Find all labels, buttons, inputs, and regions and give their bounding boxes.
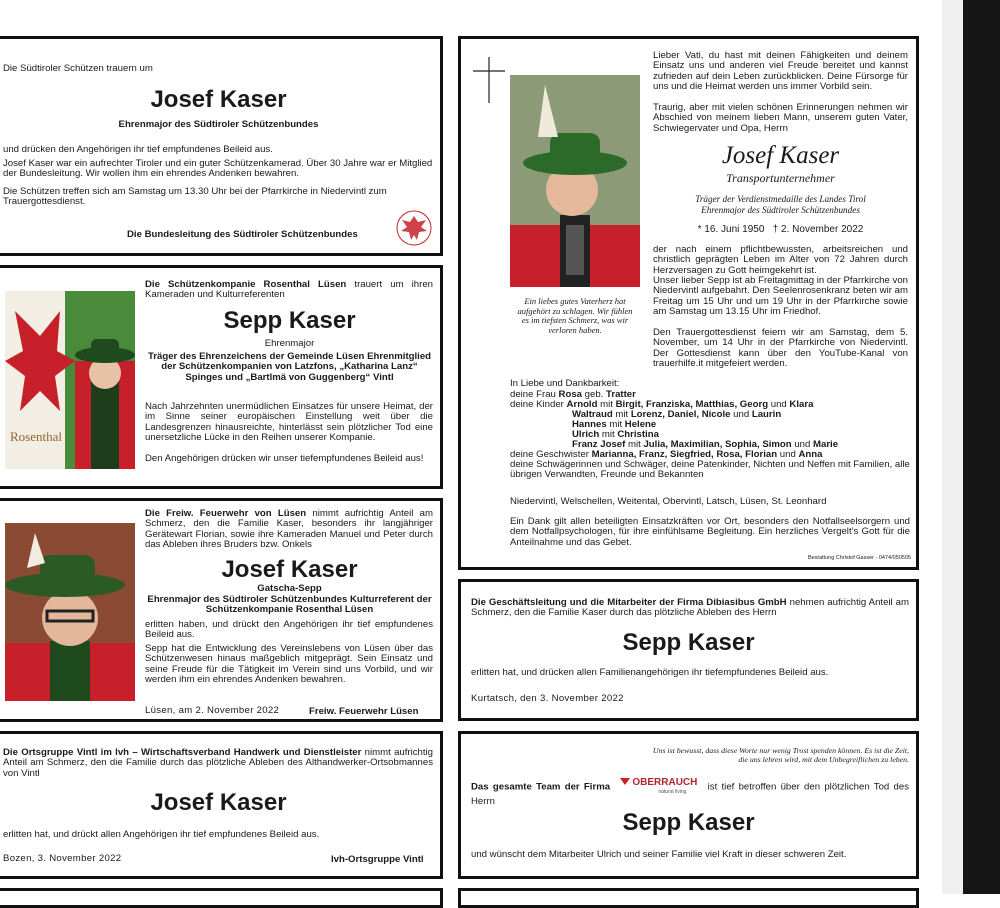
main-undertaker: Bestattung Christof Gasser - 0474/050505 — [807, 555, 911, 561]
portrait-photo-josef-hat — [5, 523, 135, 701]
family-wife-name: Rosa — [558, 389, 582, 400]
next-ad-top-right — [458, 888, 919, 908]
ad3-org: Die Freiw. Feuerwehr von Lüsen — [145, 508, 307, 519]
ad3-intro-rest: nimmt aufrichtig Anteil am Schmerz, den die Familie Kaser, besonders ihr langjähriger Gerätewart Florian, sowie ihre Kameraden Manuel und Peter durch das Ableben ihres Bruders bzw. Onkels — [145, 508, 433, 551]
obituary-ad-oberrauch — [458, 731, 919, 879]
family-kid2-fam: Lorenz, Daniel, Nicole — [630, 409, 731, 420]
family-kids-pre: deine Kinder — [510, 399, 567, 410]
cross-icon — [471, 57, 507, 103]
ad2-rank: Ehrenmajor — [264, 338, 315, 349]
ad4-place-date: Bozen, 3. November 2022 — [3, 853, 122, 864]
ad6-body: und wünscht dem Mitarbeiter Ulrich und seiner Familie viel Kraft in dieser schweren Zeit. — [471, 849, 847, 860]
main-intro: Lieber Vati, du hast mit deinen Fähigkeiten und deinem Einsatz uns und anderen viel Freude bereitet und kannst zufrieden auf dein Leben zurückblicken. Deine Fürsorge für uns und die Heimat werden uns immer Vorbild sein. — [653, 50, 908, 93]
ad6-intro — [471, 778, 909, 807]
family-kid5-and: und — [791, 439, 813, 450]
ad5-intro-rest: nehmen aufrichtig Anteil am Schmerz, den die Familie Kaser durch das plötzliche Ableben des Herrn — [471, 597, 910, 619]
next-ad-top-left — [0, 888, 443, 908]
ad4-intro-rest: nimmt aufrichtig Anteil am Schmerz, den die Familie durch das plötzliche Ableben des Althandwerker-Ortsobmannes von Vintl — [3, 747, 434, 779]
main-honor-2: Ehrenmajor des Südtiroler Schützenbundes — [701, 205, 860, 215]
family-wife-mid: geb. — [582, 389, 607, 400]
page-edge-dark — [963, 0, 1000, 894]
family-kid1-name: Arnold — [566, 399, 598, 410]
family-kid5-fam: Julia, Maximilian, Sophia, Simon — [643, 439, 792, 450]
ad3-body-2: Sepp hat die Entwicklung des Vereinslebens von Lüsen über das Schützenwesen hinaus maßgeblich mitgeprägt. Sein Einsatz und seine Freude für die Tätigkeit im Verein sind uns Vorbild, und wir werden ihm ein ehrendes Andenken bewahren. — [145, 643, 433, 686]
oberrauch-logo-text: OBERRAUCH — [632, 777, 698, 788]
ad1-line-1: und drücken den Angehörigen ihr tief empfundenes Beileid aus. — [3, 144, 273, 155]
family-relatives: deine Schwägerinnen und Schwäger, deine Patenkinder, Nichten und Neffen mit Familien, alle übrigen Verwandten, Freunde und Bekannten — [510, 459, 910, 481]
family-kid5-name: Franz Josef — [572, 439, 626, 450]
ad1-line-3: Die Schützen treffen sich am Samstag um 13.30 Uhr bei der Pfarrkirche in Niedervintl zum Trauergottesdienst. — [3, 186, 387, 208]
main-name: Josef Kaser — [721, 142, 840, 169]
family-kid4-fam: Christina — [617, 429, 659, 440]
ad5-place-date: Kurtatsch, den 3. November 2022 — [471, 693, 624, 704]
ad2-closing: Den Angehörigen drücken wir unser tiefempfundenes Beileid aus! — [145, 453, 424, 464]
ad2-name: Sepp Kaser — [223, 307, 356, 334]
family-kid2-and: und — [730, 409, 752, 420]
ad2-intro — [145, 280, 433, 301]
family-siblings-and: und — [777, 449, 799, 460]
ad3-name: Josef Kaser — [221, 556, 358, 583]
ad4-signature: lvh-Ortsgruppe Vintl — [331, 854, 424, 865]
ad2-body: Nach Jahrzehnten unermüdlichen Einsatzes für unsere Heimat, der im Sinne seiner europäischen Einstellung weit über die Landesgrenzen hinausreichte, hinterlässt sein plötzlicher Tod eine unersetzliche Lücke in den Reihen unserer Kompanie. — [145, 401, 433, 444]
ad3-intro — [145, 509, 433, 551]
ad5-org: Die Geschäftsleitung und die Mitarbeiter der Firma Dibiasibus GmbH — [471, 597, 787, 608]
ad1-signature: Die Bundesleitung des Südtiroler Schützenbundes — [127, 229, 358, 240]
obituary-ad-schuetzenkompanie-luesen — [0, 265, 443, 489]
obituary-ad-feuerwehr-luesen — [0, 498, 443, 722]
family-kid1-last: Klara — [789, 399, 814, 410]
main-born: * 16. Juni 1950 — [697, 224, 765, 235]
ad5-body: erlitten hat, und drücken allen Familienangehörigen ihr tiefempfundenes Beileid aus. — [471, 667, 829, 678]
ad3-place-date: Lüsen, am 2. November 2022 — [145, 705, 280, 716]
main-honor-1: Träger der Verdienstmedaille des Landes Tirol — [695, 194, 866, 204]
family-kid3-with: mit — [606, 419, 625, 430]
ad4-name: Josef Kaser — [150, 789, 287, 816]
ad5-name: Sepp Kaser — [622, 629, 755, 656]
family-kid4-name: Ulrich — [572, 429, 600, 440]
family-siblings-pre: deine Geschwister — [510, 449, 592, 460]
family-kid4-with: mit — [599, 429, 618, 440]
main-profession: Transportunternehmer — [726, 171, 835, 185]
family-siblings-names: Marianna, Franz, Siegfried, Rosa, Florian — [591, 449, 778, 460]
family-kid2-name: Waltraud — [572, 409, 613, 420]
main-dates — [653, 225, 908, 235]
family-intro: In Liebe und Dankbarkeit: — [510, 378, 620, 389]
ad2-honors: Träger des Ehrenzeichens der Gemeinde Lüsen Ehrenmitglied der Schützenkompanien von Latzfons, „Katharina Lanz“ Spinges und „Bartlmä von Guggenberg“ Vintl — [147, 351, 432, 383]
main-obituary-josef-kaser — [458, 36, 919, 570]
family-wife-maiden: Tratter — [606, 389, 636, 400]
oberrauch-logo — [620, 778, 697, 796]
main-died: † 2. November 2022 — [772, 224, 864, 235]
ad5-intro — [471, 598, 909, 619]
family-kid1-and: und — [768, 399, 790, 410]
ad2-intro-rest: trauert um ihren Kameraden und Kulturreferenten — [145, 279, 433, 301]
ad6-intro-rest: ist tief betroffen über den plötzlichen Tod des Herrn — [471, 781, 910, 807]
oberrauch-logo-sub: natural living — [658, 789, 687, 795]
family-kid3-fam: Helene — [624, 419, 657, 430]
family-wife-pre: deine Frau — [510, 389, 559, 400]
ad2-org: Die Schützenkompanie Rosenthal Lüsen — [145, 279, 347, 290]
ad1-line-2: Josef Kaser war ein aufrechter Tiroler und ein guter Schützenkamerad. Über 30 Jahre war er Mitglied der Bundesleitung. Wir wollen ihm ein ehrendes Andenken bewahren. — [3, 158, 433, 180]
family-kid1-with: mit — [597, 399, 616, 410]
ad1-subtitle: Ehrenmajor des Südtiroler Schützenbundes — [118, 119, 319, 130]
portrait-photo-sepp-flag — [5, 291, 135, 469]
ad3-nickname: Gatscha-Sepp — [257, 583, 322, 594]
obituary-ad-dibiasibus — [458, 579, 919, 721]
obituary-ad-schuetzenbund — [0, 36, 443, 256]
main-body-2: Unser lieber Sepp ist ab Freitagmittag in der Pfarrkirche von Niedervintl aufgebahrt. Den Seelenrosenkranz beten wir am Freitag um 15 Uhr und um 19 Uhr in der Pfarrkirche sowie am Samstag um 13.15 Uhr im Friedhof. — [653, 275, 908, 318]
tyrolean-eagle-icon — [395, 209, 433, 247]
ad1-name: Josef Kaser — [150, 86, 287, 113]
ad1-intro: Die Südtiroler Schützen trauern um — [3, 63, 153, 74]
ad4-intro — [3, 748, 433, 779]
family-kid2-last: Laurin — [751, 409, 782, 420]
ad6-quote: Uns ist bewusst, dass diese Worte nur wenig Trost spenden können. Es ist die Zeit, die uns lehren wird, mit dem Unbegreiflichen zu leben. — [652, 746, 909, 764]
flag-lettering: Rosenthal — [10, 429, 62, 444]
family-kid5-with: mit — [625, 439, 644, 450]
ad3-titles: Ehrenmajor des Südtiroler Schützenbundes Kulturreferent der Schützenkompanie Rosenthal Lüsen — [147, 594, 432, 616]
family-kid1-fam: Birgit, Franziska, Matthias, Georg — [615, 399, 769, 410]
family-siblings-last: Anna — [798, 449, 823, 460]
portrait-photo-josef-main — [510, 75, 640, 287]
family-kid2-with: mit — [612, 409, 631, 420]
main-body-1: der nach einem pflichtbewussten, arbeitsreichen und christlich geprägten Leben im Alter von 72 Jahren durch Herzversagen zu Gott heimgekehrt ist. — [653, 244, 908, 276]
oberrauch-logo-mark — [620, 778, 630, 785]
obituary-ad-lvh-vintl — [0, 731, 443, 879]
main-intro-2: Traurig, aber mit vielen schönen Erinnerungen nehmen wir Abschied von meinem lieben Mann, unserem guten Vater, Schwiegervater und Opa, Herrn — [653, 102, 908, 134]
family-places: Niedervintl, Welschellen, Weitental, Obervintl, Latsch, Lüsen, St. Leonhard — [510, 496, 827, 507]
main-body-3: Den Trauergottesdienst feiern wir am Samstag, dem 5. November, um 14 Uhr in der Pfarrkirche von Niedervintl. Der Gottesdienst kann über den YouTube-Kanal von trauerhilfe.it mitgefeiert werden. — [653, 327, 908, 370]
family-kid3-name: Hannes — [572, 419, 607, 430]
ad3-body-1: erlitten haben, und drückt den Angehörigen ihr tief empfundenes Beileid aus. — [145, 619, 433, 641]
ad6-org: Das gesamte Team der Firma — [471, 781, 611, 793]
main-quote: Ein liebes gutes Vaterherz hat aufgehört zu schlagen. Wir fühlen es im tiefsten Schmerz, was wir verloren haben. — [517, 296, 633, 335]
family-thanks: Ein Dank gilt allen beteiligten Einsatzkräften vor Ort, besonders den Notfallseelsorgern und dem Notfallpsychologen, für ihre einfühlsame Begleitung. Ein herzliches Vergelt’s Gott für die Anteilnahme und das Gebet. — [510, 516, 910, 548]
ad3-signature: Freiw. Feuerwehr Lüsen — [309, 706, 419, 717]
ad4-body: erlitten hat, und drückt allen Angehörigen ihr tief empfundenes Beileid aus. — [3, 829, 320, 840]
ad4-org: Die Ortsgruppe Vintl im lvh – Wirtschaftsverband Handwerk und Dienstleister — [3, 747, 362, 758]
ad6-name: Sepp Kaser — [622, 809, 755, 836]
family-kid5-last: Marie — [813, 439, 839, 450]
